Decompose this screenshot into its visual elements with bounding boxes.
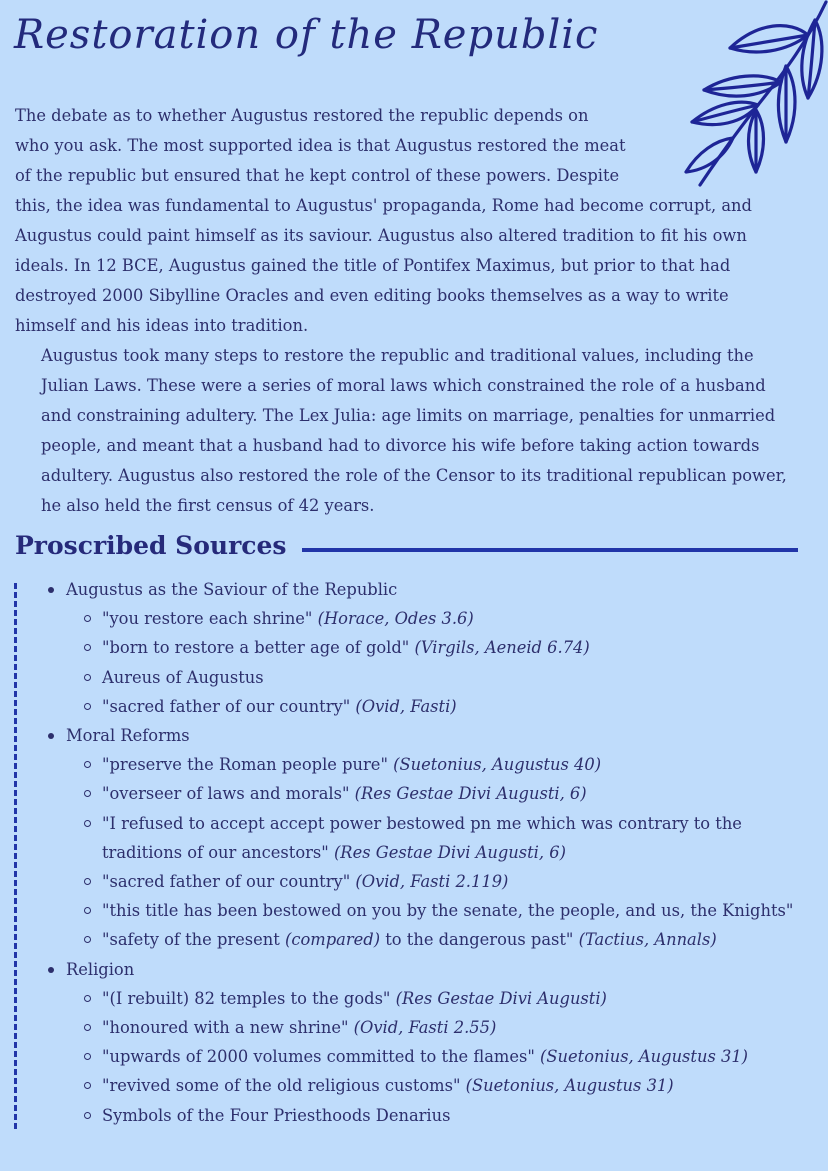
circle-bullet-icon [84,995,91,1002]
circle-bullet-icon [84,761,91,768]
intro-line: of the republic but ensured that he kept control of these powers. Despite [15,166,620,185]
list-item [66,633,793,662]
circle-bullet-icon [84,820,91,827]
citation: (Ovid, Fasti 2.55) [353,1018,497,1038]
reforms-line: he also held the first census of 42 years. [41,496,375,515]
reforms-paragraph [15,341,805,521]
circle-bullet-icon [84,1024,91,1031]
list-item [66,867,793,896]
quote-text: "sacred father of our country" [102,696,351,716]
category-label: Moral Reforms [66,726,190,746]
quote-text: "safety of the present [102,930,280,950]
circle-bullet-icon [84,1112,91,1119]
reforms-line: adultery. Augustus also restored the role of the Censor to its traditional republican power, [41,466,787,485]
intro-line: this, the idea was fundamental to Augustus' propaganda, Rome had become corrupt, and [15,196,752,215]
list-item [66,604,793,633]
bullet-icon [48,587,54,593]
circle-bullet-icon [84,936,91,943]
circle-bullet-icon [84,703,91,710]
list-item [66,779,793,808]
citation: (Ovid, Fasti 2.119) [355,872,509,892]
reforms-line: and constraining adultery. The Lex Julia: age limits on marriage, penalties for unmarried [41,406,776,425]
reforms-line: Augustus took many steps to restore the republic and traditional values, including the [41,346,754,365]
quote-text: "honoured with a new shrine" [102,1018,349,1038]
intro-line: himself and his ideas into tradition. [15,316,309,335]
sources-heading: Proscribed Sources [15,531,287,560]
circle-bullet-icon [84,1082,91,1089]
quote-text: "this title has been bestowed on you by the senate, the people, and us, the Knights" [102,901,794,921]
category-moral-reforms [0,721,794,955]
quote-text: "born to restore a better age of gold" [102,638,410,658]
quote-text: "you restore each shrine" [102,609,313,629]
citation: (Res Gestae Divi Augusti) [395,988,607,1008]
list-item [66,809,793,867]
reforms-line: people, and meant that a husband had to divorce his wife before taking action towards [41,436,760,455]
circle-bullet-icon [84,1053,91,1060]
list-item [66,663,793,692]
category-label: Religion [66,959,135,979]
page-title: Restoration of the Republic [14,12,599,58]
circle-bullet-icon [84,644,91,651]
citation: (Virgils, Aeneid 6.74) [414,638,590,658]
sources-list [0,575,794,1130]
citation: (Res Gestae Divi Augusti, 6) [333,842,566,862]
category-saviour [0,575,727,721]
circle-bullet-icon [84,790,91,797]
intro-line: who you ask. The most supported idea is that Augustus restored the meat [15,136,626,155]
sub-list [66,984,749,1130]
sub-list [66,750,794,954]
citation: (Horace, Odes 3.6) [317,609,474,629]
list-item [66,896,793,925]
list-item [66,1013,793,1042]
citation: (Tactius, Annals) [578,930,717,950]
list-item [66,1101,793,1130]
intro-paragraph [15,101,799,341]
quote-text: Symbols of the Four Priesthoods Denarius [102,1105,451,1125]
citation: (Ovid, Fasti) [355,696,457,716]
quote-text: "revived some of the old religious customs" [102,1076,461,1096]
citation: (Suetonius, Augustus 31) [465,1076,674,1096]
sub-list [66,604,727,721]
aside-text: (compared) [285,930,381,950]
list-item [66,1071,793,1100]
quote-text-tail: to the dangerous past" [385,930,574,950]
bullet-icon [48,733,54,739]
intro-line: The debate as to whether Augustus restored the republic depends on [15,106,589,125]
bullet-icon [48,967,54,973]
list-item [66,984,793,1013]
category-label: Augustus as the Saviour of the Republic [66,580,398,599]
quote-text: "overseer of laws and morals" [102,784,350,804]
intro-line: Augustus could paint himself as its saviour. Augustus also altered tradition to fit his own [15,226,747,245]
circle-bullet-icon [84,878,91,885]
reforms-line: Julian Laws. These were a series of moral laws which constrained the role of a husband [41,376,766,395]
circle-bullet-icon [84,615,91,622]
quote-text: "upwards of 2000 volumes committed to the flames" [102,1047,535,1067]
quote-text: "sacred father of our country" [102,872,351,892]
list-item [66,692,793,721]
intro-line: destroyed 2000 Sibylline Oracles and even editing books themselves as a way to write [15,286,729,305]
quote-text-continued: traditions of our ancestors" [102,842,329,862]
list-item [66,750,793,779]
citation: (Suetonius, Augustus 31) [540,1047,749,1067]
category-religion [0,955,749,1130]
circle-bullet-icon [84,907,91,914]
list-item [66,1042,793,1071]
citation: (Suetonius, Augustus 40) [393,755,602,775]
heading-divider [302,548,798,552]
circle-bullet-icon [84,674,91,681]
quote-text: "preserve the Roman people pure" [102,755,388,775]
citation: (Res Gestae Divi Augusti, 6) [354,784,587,804]
list-item [66,925,793,954]
quote-text: "I refused to accept accept power bestowed pn me which was contrary to the [102,813,742,833]
quote-text: Aureus of Augustus [102,667,264,687]
quote-text: "(I rebuilt) 82 temples to the gods" [102,988,391,1008]
intro-line: ideals. In 12 BCE, Augustus gained the title of Pontifex Maximus, but prior to that had [15,256,731,275]
